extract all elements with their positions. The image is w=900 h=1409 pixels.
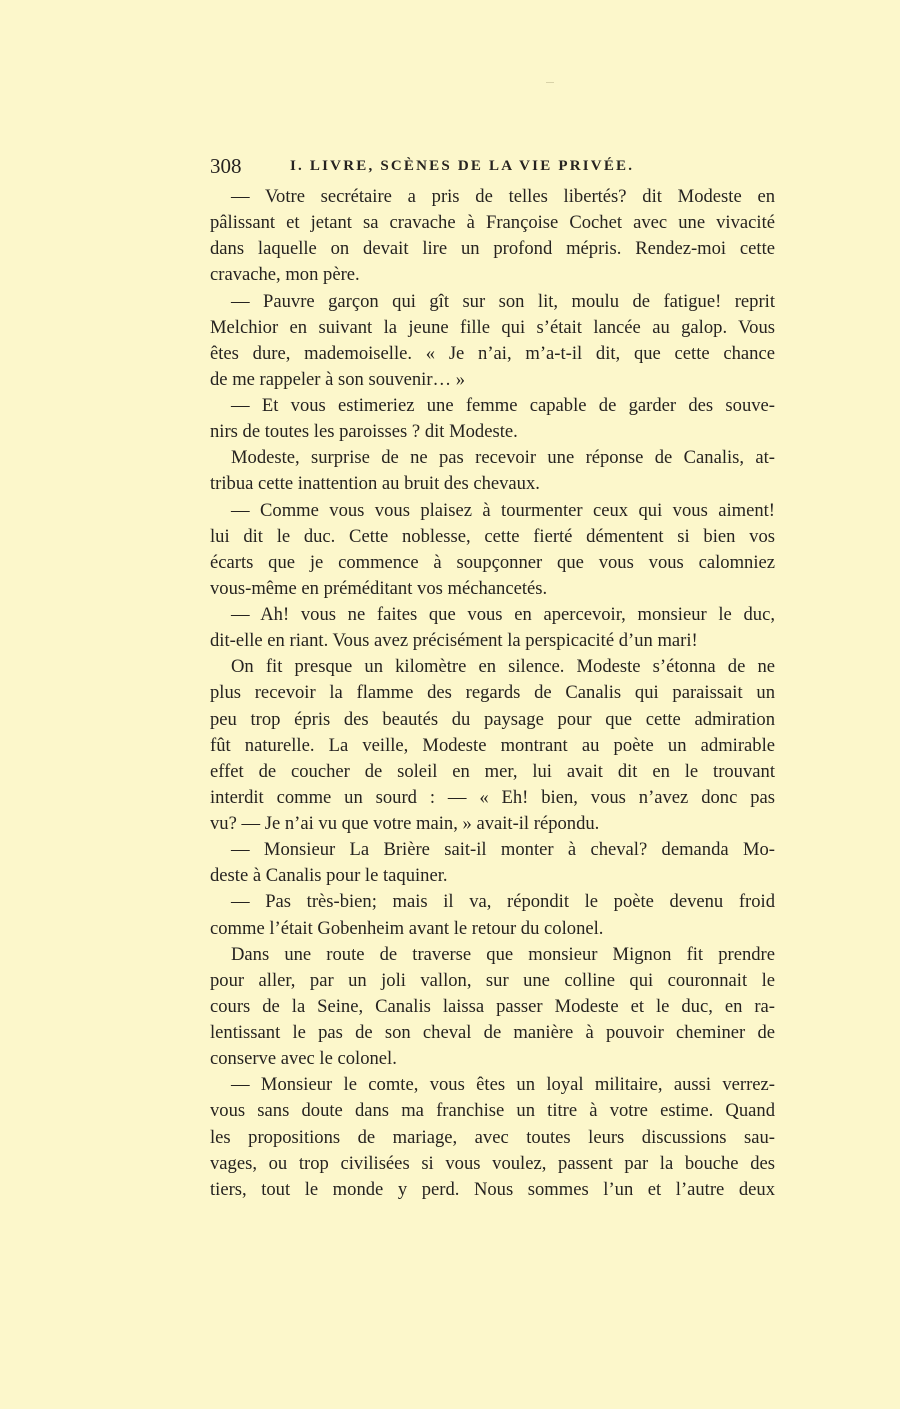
text-line: peu trop épris des beautés du paysage pour que cette admiration [210,708,775,730]
text-line: pour aller, par un joli vallon, sur une colline qui couronnait le [210,969,775,991]
text-line: cravache, mon père. [210,264,360,286]
text-line: pâlissant et jetant sa cravache à Françoise Cochet avec une vivacité [210,212,775,234]
body-text [210,184,775,1203]
text-line: vu? — Je n’ai vu que votre main, » avait-il répondu. [210,813,600,834]
text-line: — Et vous estimeriez une femme capable de garder des souve- [231,395,775,416]
text-line: Melchior en suivant la jeune fille qui s’était lancée au galop. Vous [210,316,775,338]
text-line: — Monsieur La Brière sait-il monter à cheval? demanda Mo- [231,839,775,861]
text-line: de me rappeler à son souvenir… » [210,368,466,390]
text-line: tribua cette inattention au bruit des chevaux. [210,473,540,495]
text-line: conserve avec le colonel. [210,1048,397,1070]
text-line: plus recevoir la flamme des regards de Canalis qui paraissait un [210,682,775,704]
page-number: 308 [210,154,242,178]
text-line: nirs de toutes les paroisses ? dit Modeste. [210,421,518,443]
text-line: fût naturelle. La veille, Modeste montrant au poète un admirable [210,734,775,756]
text-line: comme l’était Gobenheim avant le retour du colonel. [210,917,604,939]
text-line: — Pas très-bien; mais il va, répondit le poète devenu froid [231,891,775,913]
text-line: tiers, tout le monde y perd. Nous sommes l’un et l’autre deux [210,1178,775,1200]
text-line: On fit presque un kilomètre en silence. Modeste s’étonna de ne [231,656,775,678]
text-line: dans laquelle on devait lire un profond mépris. Rendez-moi cette [210,238,775,260]
text-line: Dans une route de traverse que monsieur Mignon fit prendre [231,943,775,965]
text-line: cours de la Seine, Canalis laissa passer Modeste et le duc, en ra- [210,995,775,1017]
text-line: écarts que je commence à soupçonner que vous vous calomniez [210,551,775,573]
text-line: effet de coucher de soleil en mer, lui avait dit en le trouvant [210,760,775,782]
text-line: lui dit le duc. Cette noblesse, cette fierté démentent si bien vos [210,525,775,547]
text-line: vous-même en préméditant vos méchancetés. [210,577,548,599]
text-line: lentissant le pas de son cheval de manière à pouvoir cheminer de [210,1022,775,1043]
text-line: — Votre secrétaire a pris de telles libertés? dit Modeste en [231,186,775,207]
scan-mark [546,82,554,83]
text-line: vous sans doute dans ma franchise un titre à votre estime. Quand [210,1100,775,1122]
running-head: I. LIVRE, SCÈNES DE LA VIE PRIVÉE. [290,158,635,174]
text-line: dit-elle en riant. Vous avez précisément la perspicacité d’un mari! [210,630,698,652]
text-line: les propositions de mariage, avec toutes leurs discussions sau- [210,1126,775,1148]
text-line: interdit comme un sourd : — « Eh! bien, vous n’avez donc pas [210,786,775,808]
text-line: — Monsieur le comte, vous êtes un loyal militaire, aussi verrez- [231,1074,775,1096]
text-line: — Pauvre garçon qui gît sur son lit, moulu de fatigue! reprit [231,290,775,312]
text-line: deste à Canalis pour le taquiner. [210,865,448,887]
text-line: Modeste, surprise de ne pas recevoir une réponse de Canalis, at- [231,447,775,469]
text-line: êtes dure, mademoiselle. « Je n’ai, m’a-t-il dit, que cette chance [210,342,775,364]
text-line: — Ah! vous ne faites que vous en apercevoir, monsieur le duc, [231,604,775,625]
text-line: vages, ou trop civilisées si vous voulez, passent par la bouche des [210,1152,775,1174]
text-line: — Comme vous vous plaisez à tourmenter ceux qui vous aiment! [231,499,775,521]
